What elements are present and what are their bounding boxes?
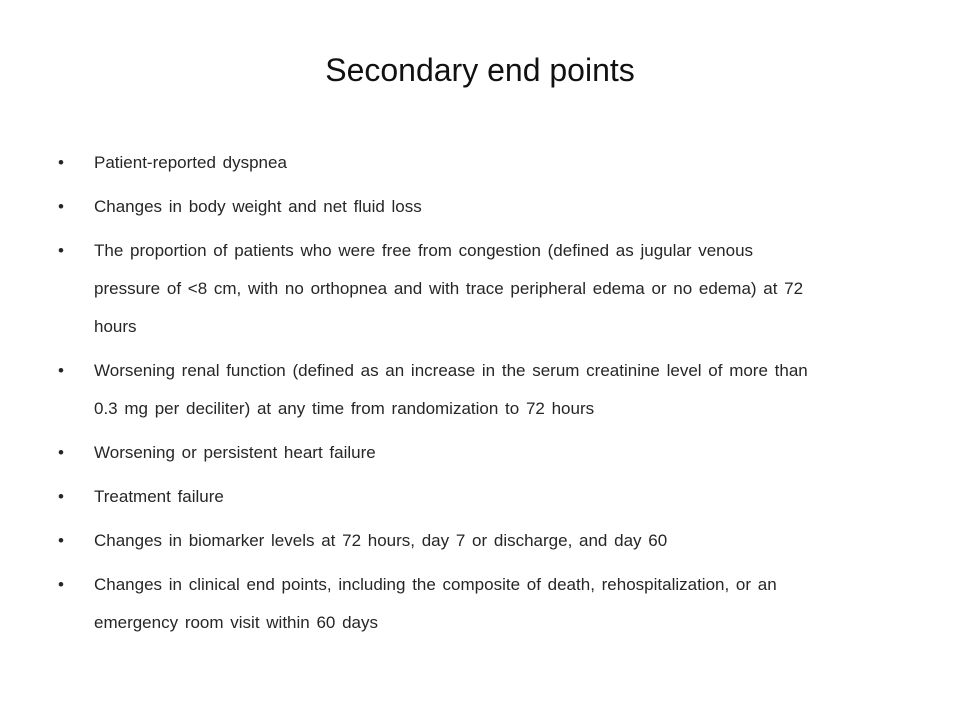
list-item-text: Worsening or persistent heart failure xyxy=(94,443,376,462)
list-item xyxy=(0,522,960,560)
bullet-icon xyxy=(58,478,64,516)
list-item-text: The proportion of patients who were free from congestion (defined as jugular venous xyxy=(94,241,754,260)
list-item-text: Changes in body weight and net fluid loss xyxy=(94,197,422,216)
bullet-list xyxy=(0,144,960,648)
list-item-text: Patient-reported dyspnea xyxy=(94,153,287,172)
list-item-text: pressure of <8 cm, with no orthopnea and with trace peripheral edema or no edema) at 72 xyxy=(94,279,804,298)
list-item xyxy=(0,566,960,642)
list-item xyxy=(0,144,960,182)
list-item xyxy=(0,232,960,346)
list-item xyxy=(0,478,960,516)
bullet-icon xyxy=(58,566,64,604)
list-item-text: 0.3 mg per deciliter) at any time from randomization to 72 hours xyxy=(94,399,595,418)
list-item xyxy=(0,188,960,226)
bullet-icon xyxy=(58,144,64,182)
list-item xyxy=(0,352,960,428)
list-item-text: emergency room visit within 60 days xyxy=(94,613,379,632)
bullet-icon xyxy=(58,434,64,472)
bullet-icon xyxy=(58,232,64,270)
bullet-icon xyxy=(58,352,64,390)
bullet-icon xyxy=(58,188,64,226)
slide-title: Secondary end points xyxy=(325,52,635,88)
list-item xyxy=(0,434,960,472)
list-item-text: Changes in biomarker levels at 72 hours, day 7 or discharge, and day 60 xyxy=(94,531,668,550)
list-item-text: Changes in clinical end points, including the composite of death, rehospitalization, or an xyxy=(94,575,777,594)
list-item-text: Treatment failure xyxy=(94,487,224,506)
list-item-text: Worsening renal function (defined as an increase in the serum creatinine level of more than xyxy=(94,361,808,380)
bullet-icon xyxy=(58,522,64,560)
list-item-text: hours xyxy=(94,317,137,336)
